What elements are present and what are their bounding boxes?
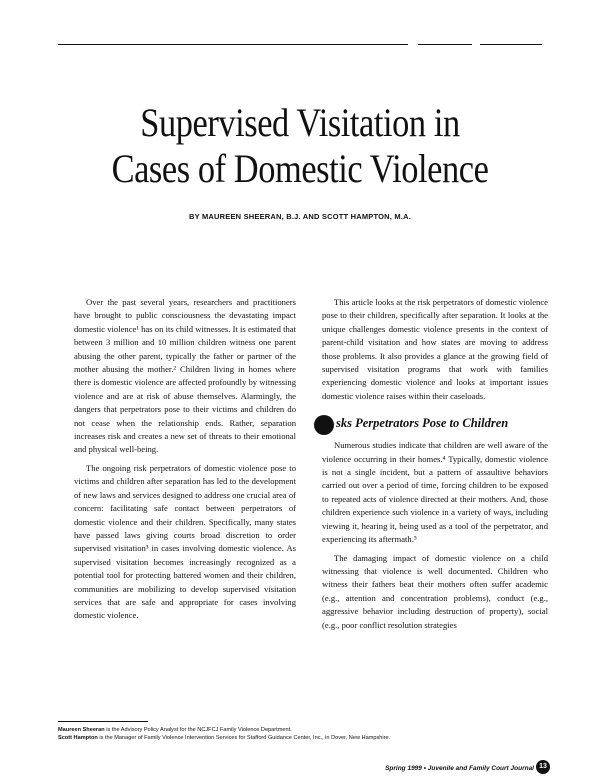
left-column	[74, 296, 296, 623]
footnote-rule	[58, 721, 148, 722]
header-rule-right	[480, 44, 542, 45]
paragraph: Numerous studies indicate that children are well aware of the violence occurring in their homes.⁴ Typically, domestic violence is not a single incident, but a pattern of assaultive behaviors carried out over a period of time, forcing children to be exposed to repeated acts of violence directed at their mothers. And, those children experience such violence in a variety of ways, including viewing it, hearing it, being used as a tool of the perpetrator, and experiencing its aftermath.⁵	[322, 440, 548, 545]
paragraph: The damaging impact of domestic violence on a child witnessing that violence is well documented. Children who witness their fathers beat their mothers often suffer academic (e.g., attention and concentration problems), conduct (e.g., aggressive behavior including destruction of property), social (e.g., poor conflict resolution strategies	[322, 552, 548, 630]
author-name: Maureen Sheeran	[58, 727, 105, 733]
header-rule	[58, 44, 408, 45]
author-note-2	[58, 734, 548, 742]
author-name: Scott Hampton	[58, 735, 98, 741]
paragraph: The ongoing risk perpetrators of domestic violence pose to victims and children after separation has led to the development of new laws and services designed to address one crucial area of concern: facilitating safe contact between perpetrators of domestic violence and their children. Specifically, many states have passed laws giving courts broad discretion to order supervised visitation³ in cases involving domestic violence. As supervised visitation becomes increasingly recognized as a potential tool for protecting battered women and their children, communities are mobilizing to develop supervised visitation services that are safe and appropriate for cases involving domestic violence.	[74, 462, 296, 621]
section-heading	[314, 415, 548, 435]
article-title	[42, 100, 558, 192]
author-note-1	[58, 726, 548, 734]
journal-footer: Spring 1999 • Juvenile and Family Court Journal	[385, 765, 534, 772]
author-bio: is the Manager of Family Violence Intervention Services for Stafford Guidance Center, Inc., in Dover, New Hampshire.	[97, 735, 391, 741]
author-notes	[58, 726, 548, 742]
paragraph: Over the past several years, researchers and practitioners have brought to public consciousness the devastating impact domestic violence¹ has on its child witnesses. It is estimated that between 3 million and 10 million children witness one parent abusing the other parent, typically the father or partner of the mother abusing the mother.² Children living in homes where there is domestic violence are affected profoundly by witnessing violence and are at risk of abuse themselves. Alarmingly, the dangers that perpetrators pose to their victims and children do not cease when the relationship ends. Rather, separation increases risk and creates a new set of threats to their emotional and physical well-being.	[74, 297, 296, 455]
title-line-2: Cases of Domestic Violence	[111, 146, 489, 191]
right-column	[322, 296, 548, 632]
paragraph: This article looks at the risk perpetrators of domestic violence pose to their children, specifically after separation. It looks at the unique challenges domestic violence presents in the context of parent-child visitation and how states are moving to address those problems. It also provides a glance at the growing field of supervised visitation programs that work with families experiencing domestic violence and looks at important issues domestic violence raises within their caseloads.	[322, 297, 548, 401]
section-heading-text: sks Perpetrators Pose to Children	[336, 416, 509, 431]
author-bio: is the Advisory Policy Analyst for the NCJFCJ Family Violence Department.	[104, 727, 292, 733]
byline: BY MAUREEN SHEERAN, B.J. AND SCOTT HAMPTON, M.A.	[189, 212, 411, 221]
page-number: 13	[536, 760, 550, 774]
title-line-1: Supervised Visitation in	[140, 100, 460, 145]
heading-bullet-icon	[314, 415, 334, 435]
header-rule-short	[418, 44, 472, 45]
